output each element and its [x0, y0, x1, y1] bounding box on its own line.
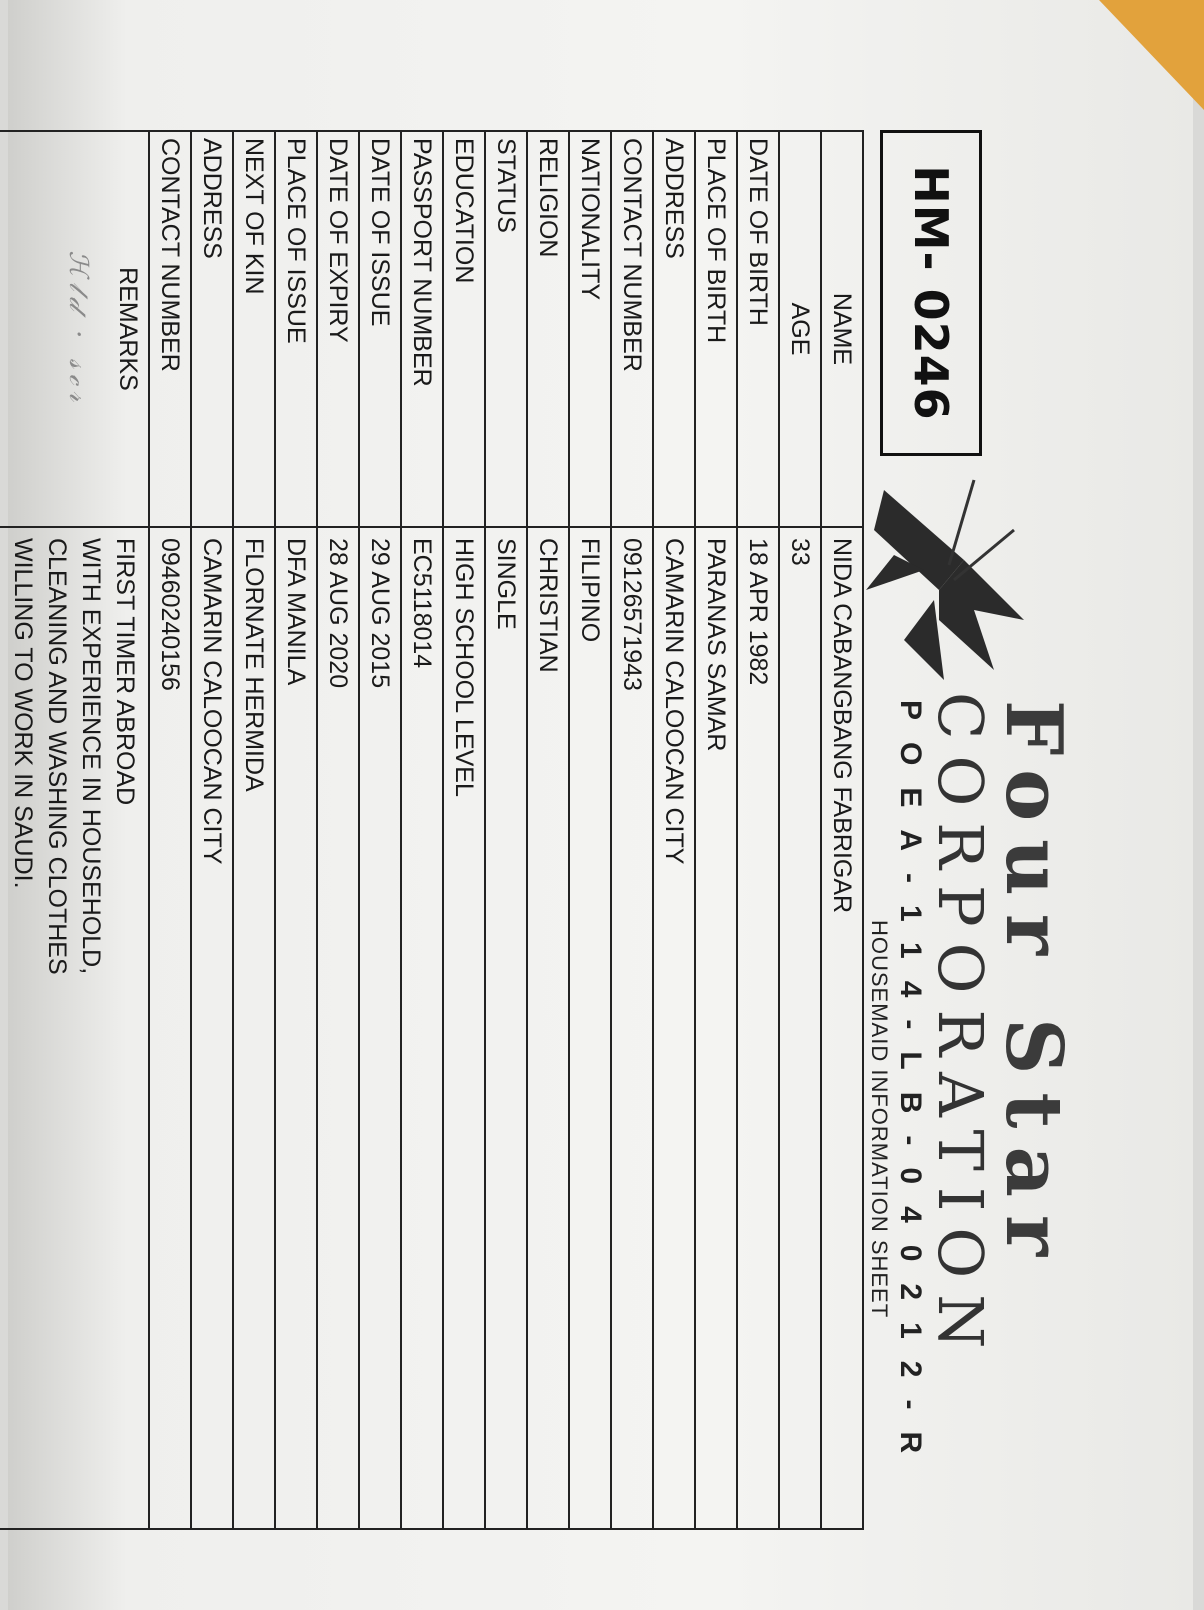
table-row: [653, 131, 695, 1529]
field-value: PARANAS SAMAR: [695, 527, 737, 1529]
company-corporation: CORPORATION: [924, 692, 997, 1365]
field-label: CONTACT NUMBER: [149, 131, 191, 527]
field-label: CONTACT NUMBER: [611, 131, 653, 527]
table-row: [149, 131, 191, 1529]
field-label: PASSPORT NUMBER: [401, 131, 443, 527]
table-row: [443, 131, 485, 1529]
remarks-line: FIRST TIMER ABROAD: [111, 538, 139, 806]
field-label: PLACE OF ISSUE: [275, 131, 317, 527]
table-row: [317, 131, 359, 1529]
field-value: DFA MANILA: [275, 527, 317, 1529]
table-row: [485, 131, 527, 1529]
field-label: RELIGION: [527, 131, 569, 527]
field-label: NATIONALITY: [569, 131, 611, 527]
field-label: AGE: [779, 131, 821, 527]
field-value: CAMARIN CALOOCAN CITY: [653, 527, 695, 1529]
remarks-line: WITH EXPERIENCE IN HOUSEHOLD,: [77, 538, 105, 975]
table-row: [275, 131, 317, 1529]
field-label: EDUCATION: [443, 131, 485, 527]
table-row: [191, 131, 233, 1529]
remarks-value: [0, 527, 149, 1529]
table-row: [737, 131, 779, 1529]
field-value: 09460240156: [149, 527, 191, 1529]
sheet-id-box: HM- 0246: [880, 130, 982, 456]
star-burst-logo-icon: [864, 470, 1034, 700]
info-table: [0, 130, 864, 1530]
table-row: [779, 131, 821, 1529]
field-value: NIDA CABANGBANG FABRIGAR: [821, 527, 863, 1529]
form-title: HOUSEMAID INFORMATION SHEET: [867, 920, 892, 1319]
table-row: [527, 131, 569, 1529]
field-value: CAMARIN CALOOCAN CITY: [191, 527, 233, 1529]
remarks-line: WILLING TO WORK IN SAUDI.: [9, 538, 37, 889]
remarks-cell: [0, 131, 149, 527]
field-label: PLACE OF BIRTH: [695, 131, 737, 527]
remarks-line: CLEANING AND WASHING CLOTHES: [43, 538, 71, 975]
table-row: [611, 131, 653, 1529]
field-value: HIGH SCHOOL LEVEL: [443, 527, 485, 1529]
field-value: CHRISTIAN: [527, 527, 569, 1529]
field-value: FILIPINO: [569, 527, 611, 1529]
field-value: SINGLE: [485, 527, 527, 1529]
remarks-row: [0, 131, 149, 1529]
poea-license: POEA-114-LB-040212-R: [894, 700, 927, 1476]
field-label: ADDRESS: [191, 131, 233, 527]
field-value: 18 APR 1982: [737, 527, 779, 1529]
field-value: 33: [779, 527, 821, 1529]
field-value: EC5118014: [401, 527, 443, 1529]
table-row: [569, 131, 611, 1529]
table-row: [821, 131, 863, 1529]
field-label: DATE OF BIRTH: [737, 131, 779, 527]
field-value: 28 AUG 2020: [317, 527, 359, 1529]
field-value: 09126571943: [611, 527, 653, 1529]
table-row: [233, 131, 275, 1529]
field-label: ADDRESS: [653, 131, 695, 527]
company-name: Four Star: [988, 700, 1079, 1275]
field-label: DATE OF ISSUE: [359, 131, 401, 527]
signature-image: ℋ𝓁𝒹 · 𝓈𝒸𝓇: [63, 250, 93, 408]
field-label: STATUS: [485, 131, 527, 527]
table-row: [359, 131, 401, 1529]
field-label: NEXT OF KIN: [233, 131, 275, 527]
field-label: NAME: [821, 131, 863, 527]
company-header: [866, 692, 1079, 1600]
remarks-label: REMARKS: [114, 267, 142, 391]
field-label: DATE OF EXPIRY: [317, 131, 359, 527]
field-value: FLORNATE HERMIDA: [233, 527, 275, 1529]
table-row: [695, 131, 737, 1529]
table-row: [401, 131, 443, 1529]
field-value: 29 AUG 2015: [359, 527, 401, 1529]
